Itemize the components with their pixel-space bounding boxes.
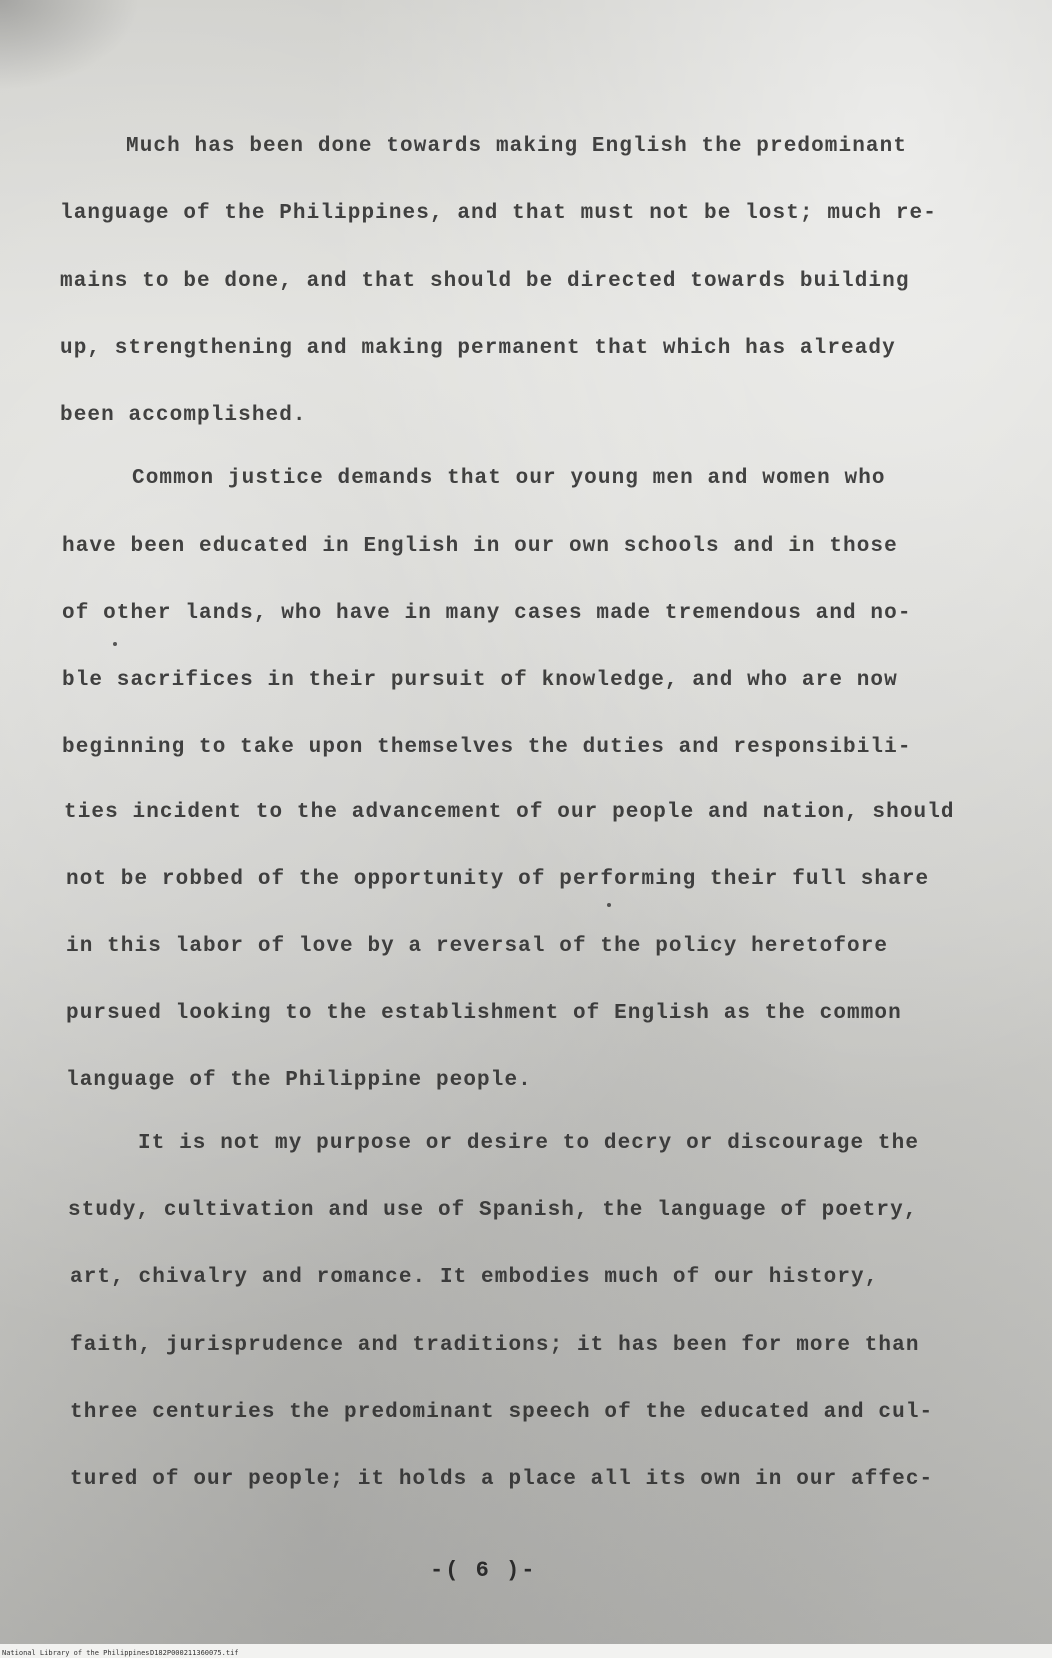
text-line: not be robbed of the opportunity of performing their full share [66,868,930,891]
text-line: Common justice demands that our young men and women who [132,467,886,490]
footer-file-id: D182P000211360075.tif [150,1649,239,1657]
text-line: have been educated in English in our own schools and in those [62,535,898,558]
text-line: been accomplished. [60,404,307,427]
text-line: beginning to take upon themselves the duties and responsibili- [62,736,912,759]
text-line: in this labor of love by a reversal of the policy heretofore [66,935,889,958]
text-line: of other lands, who have in many cases made tremendous and no- [62,602,912,625]
text-line: tured of our people; it holds a place all its own in our affec- [70,1468,934,1491]
text-line: ties incident to the advancement of our people and nation, should [64,801,955,824]
text-line: pursued looking to the establishment of English as the common [66,1002,902,1025]
text-line: Much has been done towards making English the predominant [126,135,908,158]
text-line: three centuries the predominant speech of the educated and cul- [70,1401,934,1424]
text-line: language of the Philippine people. [66,1069,532,1092]
text-line: mains to be done, and that should be directed towards building [60,270,910,293]
scan-speck [607,903,611,907]
page-number: -( 6 )- [430,1558,537,1583]
scan-speck [113,642,117,646]
text-line: art, chivalry and romance. It embodies much of our history, [70,1266,879,1289]
footer-library: National Library of the Philippines [2,1649,150,1657]
text-line: ble sacrifices in their pursuit of knowledge, and who are now [62,669,898,692]
text-line: faith, jurisprudence and traditions; it has been for more than [70,1334,920,1357]
text-line: It is not my purpose or desire to decry or discourage the [138,1132,920,1155]
scan-shadow [0,0,140,90]
text-line: language of the Philippines, and that must not be lost; much re- [60,202,937,225]
text-line: up, strengthening and making permanent that which has already [60,337,896,360]
text-line: study, cultivation and use of Spanish, the language of poetry, [68,1199,918,1222]
footer-strip [0,1644,1052,1658]
